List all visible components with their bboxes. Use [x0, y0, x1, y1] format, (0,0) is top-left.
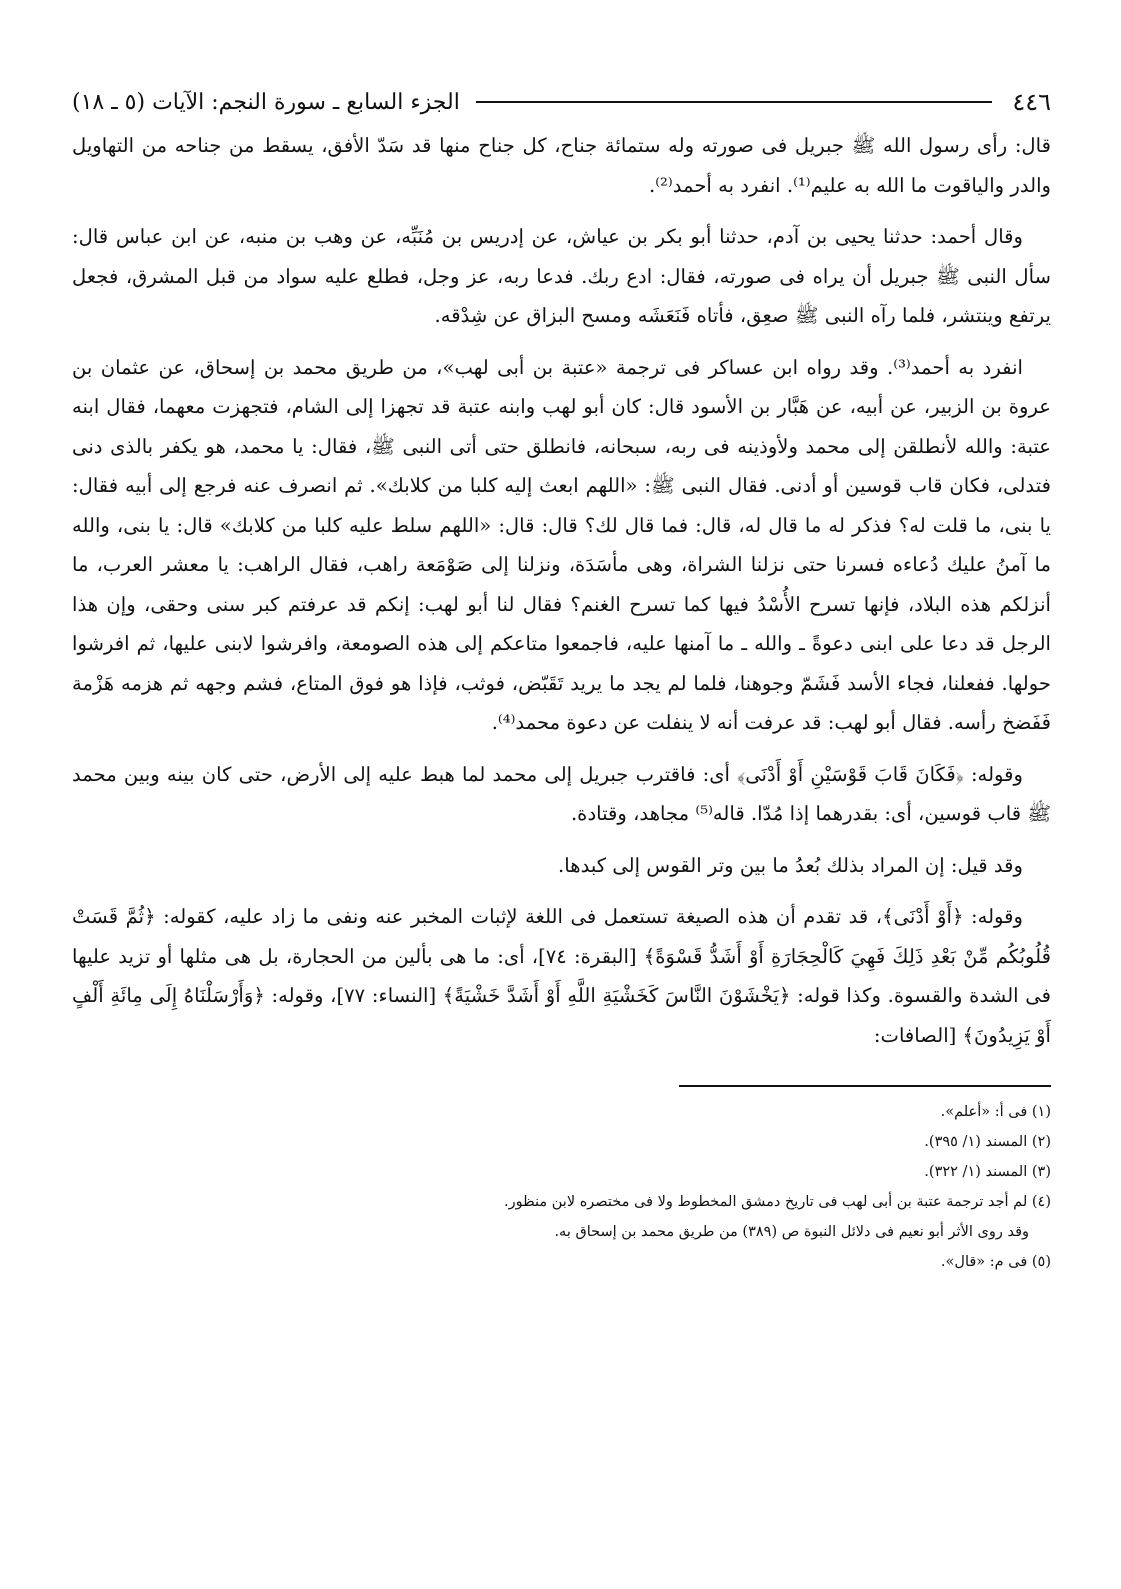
paragraph: انفرد به أحمد⁽³⁾. وقد رواه ابن عساكر فى ترجمة «عتبة بن أبى لهب»، من طريق محمد بن إسحاق، عن عثمان بن عروة بن الزبير، عن أبيه، عن هَبَّار بن الأسود قال: كان أبو لهب وابنه عتبة قد تجهزا إلى الشام، فتجهزت معهما، فقال ابنه عتبة: والله لأنطلقن إلى محمد ولأوذينه فى ربه، سبحانه، فانطلق حتى أتى النبى ﷺ، فقال: يا محمد، هو يكفر بالذى دنى فتدلى، فكان قاب قوسين أو أدنى. فقال النبى ﷺ: «اللهم ابعث إليه كلبا من كلابك». ثم انصرف عنه فرجع إلى أبيه فقال: يا بنى، ما قلت له؟ فذكر له ما قال له، قال: فما قال لك؟ قال: قال: «اللهم سلط عليه كلبا من كلابك» قال: يا بنى، والله ما آمنُ عليك دُعاءه فسرنا حتى نزلنا الشراة، وهى مأسَدَة، ونزلنا إلى صَوْمَعة راهب، فقال الراهب: يا معشر العرب، ما أنزلكم هذه البلاد، فإنها تسرح الأُسْدُ فيها كما تسرح الغنم؟ فقال لنا أبو لهب: إنكم قد عرفتم كبر سنى وحقى، وإن هذا الرجل قد دعا على ابنى دعوةً ـ والله ـ ما آمنها عليه، فاجمعوا متاعكم إلى هذه الصومعة، وافرشوا لابنى عليها، ثم افرشوا حولها. ففعلنا، فجاء الأسد فَشَمّ وجوهنا، فلما لم يجد ما يريد تَقَبّض، فوثب، فإذا هو فوق المتاع، فشم وجهه ثم هزمه هَزْمة فَفَضخ رأسه. فقال أبو لهب: قد عرفت أنه لا ينفلت عن دعوة محمد⁽⁴⁾.: [72, 355, 1051, 734]
footnote: (٢) المسند (١/ ٣٩٥).: [924, 1134, 1051, 1150]
paragraph: وقوله: ﴿فَكَانَ قَابَ قَوْسَيْنِ أَوْ أَدْنَى﴾ أى: فاقترب جبريل إلى محمد لما هبط عليه إلى الأرض، حتى كان بينه وبين محمد ﷺ قاب قوسين، أى: بقدرهما إذا مُدّا. قاله⁽⁵⁾ مجاهد، وقتادة.: [72, 762, 1051, 825]
footnote: (١) فى أ: «أعلم».: [940, 1104, 1051, 1120]
footnote-continuation: وقد روى الأثر أبو نعيم فى دلائل النبوة ص (٣٨٩) من طريق محمد بن إسحاق به.: [554, 1224, 1029, 1240]
footnote: (٥) فى م: «قال».: [940, 1254, 1051, 1270]
footnotes: [72, 1097, 1051, 1277]
footnote-separator: [679, 1085, 1051, 1087]
page-number: ٤٤٦: [1012, 88, 1051, 116]
paragraph: وقد قيل: إن المراد بذلك بُعدُ ما بين وتر القوس إلى كبدها.: [558, 853, 1023, 877]
paragraph: وقوله: ﴿أَوْ أَدْنَى﴾، قد تقدم أن هذه الصيغة تستعمل فى اللغة لإثبات المخبر عنه ونفى ما زاد عليه، كقوله: ﴿ثُمَّ قَسَتْ قُلُوبُكُم مِّنْ بَعْدِ ذَلِكَ فَهِيَ كَالْحِجَارَةِ أَوْ أَشَدُّ قَسْوَةً﴾ [البقرة: ٧٤]، أى: ما هى بألين من الحجارة، بل هى مثلها أو تزيد عليها فى الشدة والقسوة. وكذا قوله: ﴿يَخْشَوْنَ النَّاسَ كَخَشْيَةِ اللَّهِ أَوْ أَشَدَّ خَشْيَةً﴾ [النساء: ٧٧]، وقوله: ﴿وَأَرْسَلْنَاهُ إِلَى مِائَةِ أَلْفٍ أَوْ يَزِيدُونَ﴾ [الصافات:: [72, 905, 1051, 1047]
footnote: (٣) المسند (١/ ٣٢٢).: [924, 1164, 1051, 1180]
footnote: (٤) لم أجد ترجمة عتبة بن أبى لهب فى تاريخ دمشق المخطوط ولا فى مختصره لابن منظور.: [504, 1194, 1051, 1210]
paragraph: قال: رأى رسول الله ﷺ جبريل فى صورته وله ستمائة جناح، كل جناح منها قد سَدّ الأفق، يسقط من جناحه من التهاويل والدر والياقوت ما الله به عليم⁽¹⁾. انفرد به أحمد⁽²⁾.: [72, 134, 1051, 197]
running-head-title: الجزء السابع ـ سورة النجم: الآيات (٥ ـ ١٨): [72, 89, 460, 115]
header-rule: [476, 101, 993, 103]
running-head: [72, 82, 1051, 122]
main-text: [72, 126, 1051, 1055]
paragraph: وقال أحمد: حدثنا يحيى بن آدم، حدثنا أبو بكر بن عياش، عن إدريس بن مُنَبِّه، عن وهب بن منبه، عن ابن عباس قال: سأل النبى ﷺ جبريل أن يراه فى صورته، فقال: ادع ربك. فدعا ربه، عز وجل، فطلع عليه سواد من قبل المشرق، فجعل يرتفع وينتشر، فلما رآه النبى ﷺ صعِق، فأتاه فَنَعَشَه ومسح البزاق عن شِدْقه.: [72, 225, 1051, 327]
